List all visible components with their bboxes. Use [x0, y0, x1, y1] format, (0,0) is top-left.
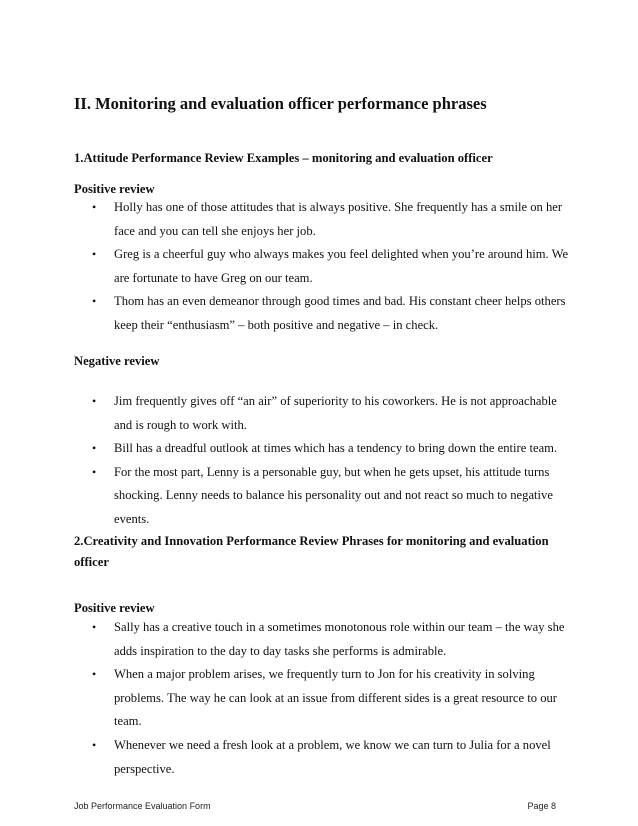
section-1-title: 1.Attitude Performance Review Examples – monitoring and evaluation officer [74, 151, 493, 165]
list-item: • Whenever we need a fresh look at a problem, we know we can turn to Julia for a novel perspective. [74, 734, 574, 781]
section-2-title-line1: 2.Creativity and Innovation Performance Review Phrases for monitoring and evaluation [74, 534, 549, 548]
section-2-positive-label: Positive review [74, 601, 155, 615]
list-item: • Greg is a cheerful guy who always makes you feel delighted when you’re around him. We are fortunate to have Greg on our team. [74, 243, 574, 290]
list-item: • Sally has a creative touch in a sometimes monotonous role within our team – the way she adds inspiration to the day to day tasks she performs is admirable. [74, 616, 574, 663]
section-1-positive-label: Positive review [74, 182, 155, 196]
footer-form-name: Job Performance Evaluation Form [74, 801, 211, 811]
list-item: • Bill has a dreadful outlook at times which has a tendency to bring down the entire team. [74, 437, 574, 461]
section-1-negative-label: Negative review [74, 354, 160, 368]
list-item: • Holly has one of those attitudes that is always positive. She frequently has a smile on her face and you can tell she enjoys her job. [74, 196, 574, 243]
list-item: • Thom has an even demeanor through good times and bad. His constant cheer helps others keep their “enthusiasm” – both positive and negative – in check. [74, 290, 574, 337]
page-heading: II. Monitoring and evaluation officer performance phrases [74, 94, 487, 113]
section-2-positive-list [74, 616, 574, 781]
section-2-title-line2: officer [74, 555, 109, 569]
footer-page-number: Page 8 [527, 801, 556, 811]
list-item: • When a major problem arises, we frequently turn to Jon for his creativity in solving problems. The way he can look at an issue from different sides is a great resource to our team. [74, 663, 574, 734]
section-1-negative-list [74, 390, 574, 532]
list-item: • Jim frequently gives off “an air” of superiority to his coworkers. He is not approachable and is rough to work with. [74, 390, 574, 437]
section-1-positive-list [74, 196, 574, 338]
list-item: • For the most part, Lenny is a personable guy, but when he gets upset, his attitude turns shocking. Lenny needs to balance his personality out and not react so much to negative events. [74, 461, 574, 532]
